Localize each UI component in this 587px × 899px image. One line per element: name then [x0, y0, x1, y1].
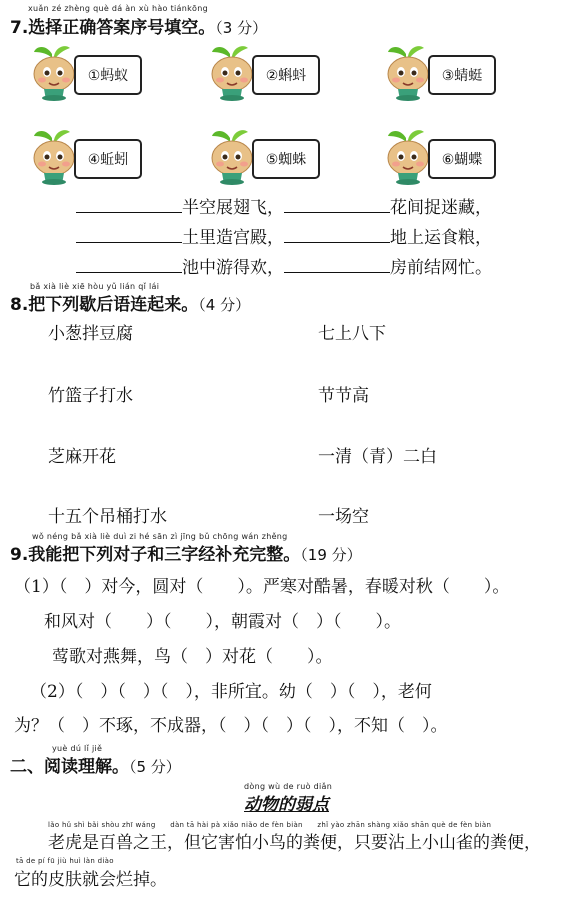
q9-heading — [10, 540, 362, 565]
part2-score: （5 分） — [129, 758, 181, 776]
q9-score: （19 分） — [300, 546, 362, 564]
q8-heading — [10, 290, 250, 315]
q9-line-4: （2）（ ）（ ）（ ），非所宜。幼（ ）（ ），老何 — [30, 682, 432, 702]
idiom-right-1[interactable]: 七上八下 — [318, 324, 386, 344]
option-label-box: ①蚂蚁 — [74, 55, 142, 95]
option-label-box: ⑤蜘蛛 — [252, 139, 320, 179]
idiom-right-3[interactable]: 一清（青）二白 — [318, 447, 437, 467]
q9-line-3: 莺歌对燕舞，鸟（ ）对花（ ）。 — [52, 647, 333, 667]
option-label-box: ④蚯蚓 — [74, 139, 142, 179]
q9-line-5: 为？（ ）不琢，不成器，（ ）（ ）（ ），不知（ ）。 — [14, 716, 448, 736]
q7-heading — [10, 13, 267, 38]
passage-line2-pinyin: tā de pí fū jiù huì làn diào — [16, 857, 114, 865]
q7-line-1: 半空展翅飞， 花间捉迷藏， — [76, 193, 492, 218]
option-card-1 — [22, 42, 142, 102]
passage-line1-pinyin: lǎo hǔ shì bǎi shòu zhī wáng dàn tā hài pà xiǎo niǎo de fèn biàn zhǐ yào zhān shàng xiǎo shān què de fèn biàn — [48, 821, 492, 829]
q9-heading-text: 9.我能把下列对子和三字经补充完整。 — [10, 545, 301, 565]
q7-heading-text: 7.选择正确答案序号填空。 — [10, 18, 216, 38]
option-card-3 — [376, 42, 496, 102]
q9-line-1: （1）（ ）对今，圆对（ ）。严寒对酷暑，春暖对秋（ ）。 — [14, 577, 510, 597]
passage-title-pinyin: dòng wù de ruò diǎn — [244, 782, 333, 791]
answer-blank[interactable] — [284, 258, 390, 273]
passage-line-1: 老虎是百兽之王，但它害怕小鸟的粪便，只要沾上小山雀的粪便， — [48, 833, 541, 853]
passage-line-2: 它的皮肤就会烂掉。 — [14, 870, 167, 890]
q8-pinyin: bǎ xià liè xiē hòu yǔ lián qǐ lái — [30, 282, 160, 291]
q8-score: （4 分） — [198, 296, 251, 314]
option-label-box: ③蜻蜓 — [428, 55, 496, 95]
q7-line-3: 池中游得欢， 房前结网忙。 — [76, 253, 492, 278]
option-card-5 — [200, 126, 320, 186]
idiom-left-1[interactable]: 小葱拌豆腐 — [48, 324, 133, 344]
idiom-right-4[interactable]: 一场空 — [318, 507, 369, 527]
q8-heading-text: 8.把下列歇后语连起来。 — [10, 295, 199, 315]
answer-blank[interactable] — [76, 198, 182, 213]
idiom-left-3[interactable]: 芝麻开花 — [48, 447, 116, 467]
idiom-left-2[interactable]: 竹篮子打水 — [48, 386, 133, 406]
part2-pinyin: yuè dú lǐ jiě — [52, 744, 103, 753]
answer-blank[interactable] — [76, 228, 182, 243]
q7-line-2: 土里造宫殿， 地上运食粮， — [76, 223, 492, 248]
option-card-4 — [22, 126, 142, 186]
option-label-box: ②蝌蚪 — [252, 55, 320, 95]
option-card-2 — [200, 42, 320, 102]
q7-score: （3 分） — [215, 19, 268, 37]
option-label-box: ⑥蝴蝶 — [428, 139, 496, 179]
answer-blank[interactable] — [284, 228, 390, 243]
answer-blank[interactable] — [284, 198, 390, 213]
idiom-left-4[interactable]: 十五个吊桶打水 — [48, 507, 167, 527]
q9-line-2: 和风对（ ）（ ），朝霞对（ ）（ ）。 — [44, 612, 401, 632]
q7-pinyin: xuǎn zé zhèng què dá àn xù hào tiánkōng — [28, 4, 208, 13]
part2-heading — [10, 752, 181, 777]
passage-title: 动物的弱点 — [244, 795, 329, 815]
q9-pinyin: wǒ néng bǎ xià liè duì zi hé sān zì jīng bǔ chōng wán zhěng — [32, 532, 288, 541]
part2-heading-text: 二、阅读理解。 — [10, 757, 129, 777]
answer-blank[interactable] — [76, 258, 182, 273]
idiom-right-2[interactable]: 节节高 — [318, 386, 369, 406]
option-card-6 — [376, 126, 496, 186]
